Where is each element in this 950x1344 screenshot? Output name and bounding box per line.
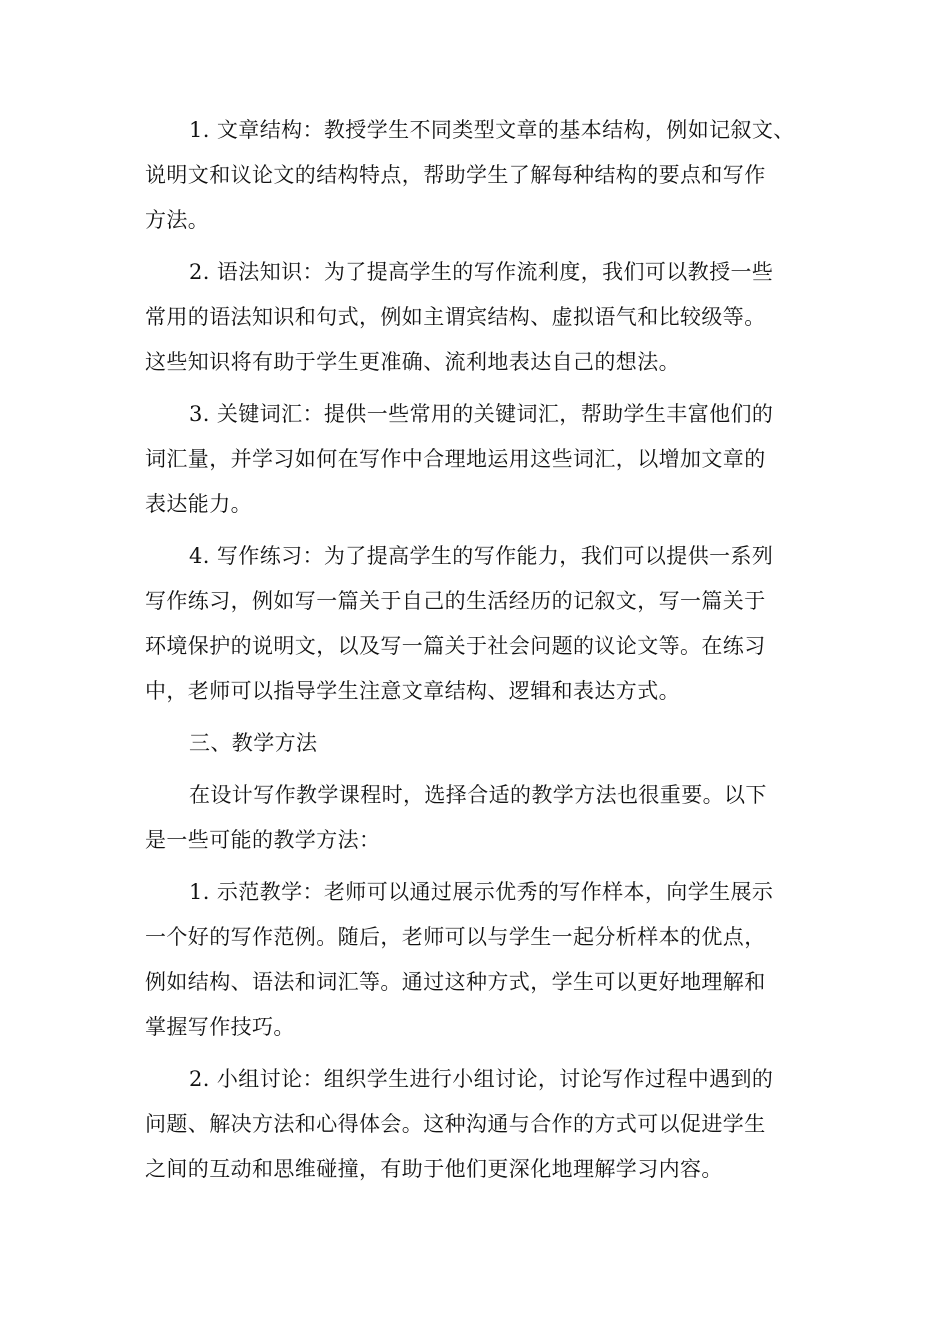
method-1-demonstration-line-3: 例如结构、语法和词汇等。通过这种方式，学生可以更好地理解和 <box>145 970 766 994</box>
intro-paragraph-line-2: 是一些可能的教学方法： <box>145 828 381 852</box>
item-2-grammar-line-1: 2. 语法知识：为了提高学生的写作流利度，我们可以教授一些 <box>189 260 774 284</box>
item-2-grammar-line-2: 常用的语法知识和句式，例如主谓宾结构、虚拟语气和比较级等。 <box>145 305 766 329</box>
method-1-demonstration-line-1: 1. 示范教学：老师可以通过展示优秀的写作样本，向学生展示 <box>189 880 774 904</box>
item-4-practice-line-3: 环境保护的说明文，以及写一篇关于社会问题的议论文等。在练习 <box>145 634 766 658</box>
item-4-practice-line-1: 4. 写作练习：为了提高学生的写作能力，我们可以提供一系列 <box>189 544 774 568</box>
section-heading-teaching-methods: 三、教学方法 <box>189 731 318 755</box>
method-2-group-discussion-line-1: 2. 小组讨论：组织学生进行小组讨论，讨论写作过程中遇到的 <box>189 1067 774 1091</box>
item-4-practice-line-2: 写作练习，例如写一篇关于自己的生活经历的记叙文，写一篇关于 <box>145 589 766 613</box>
item-1-structure-line-1: 1. 文章结构：教授学生不同类型文章的基本结构，例如记叙文、 <box>189 118 795 142</box>
method-1-demonstration-line-2: 一个好的写作范例。随后，老师可以与学生一起分析样本的优点， <box>145 925 766 949</box>
item-1-structure-line-2: 说明文和议论文的结构特点，帮助学生了解每种结构的要点和写作 <box>145 163 766 187</box>
item-3-vocabulary-line-1: 3. 关键词汇：提供一些常用的关键词汇，帮助学生丰富他们的 <box>189 402 774 426</box>
intro-paragraph-line-1: 在设计写作教学课程时，选择合适的教学方法也很重要。以下 <box>189 783 767 807</box>
method-2-group-discussion-line-2: 问题、解决方法和心得体会。这种沟通与合作的方式可以促进学生 <box>145 1112 766 1136</box>
item-2-grammar-line-3: 这些知识将有助于学生更准确、流利地表达自己的想法。 <box>145 350 680 374</box>
method-1-demonstration-line-4: 掌握写作技巧。 <box>145 1015 295 1039</box>
method-2-group-discussion-line-3: 之间的互动和思维碰撞，有助于他们更深化地理解学习内容。 <box>145 1157 723 1181</box>
item-1-structure-line-3: 方法。 <box>145 208 210 232</box>
item-3-vocabulary-line-3: 表达能力。 <box>145 492 252 516</box>
item-3-vocabulary-line-2: 词汇量，并学习如何在写作中合理地运用这些词汇，以增加文章的 <box>145 447 766 471</box>
item-4-practice-line-4: 中，老师可以指导学生注意文章结构、逻辑和表达方式。 <box>145 679 680 703</box>
